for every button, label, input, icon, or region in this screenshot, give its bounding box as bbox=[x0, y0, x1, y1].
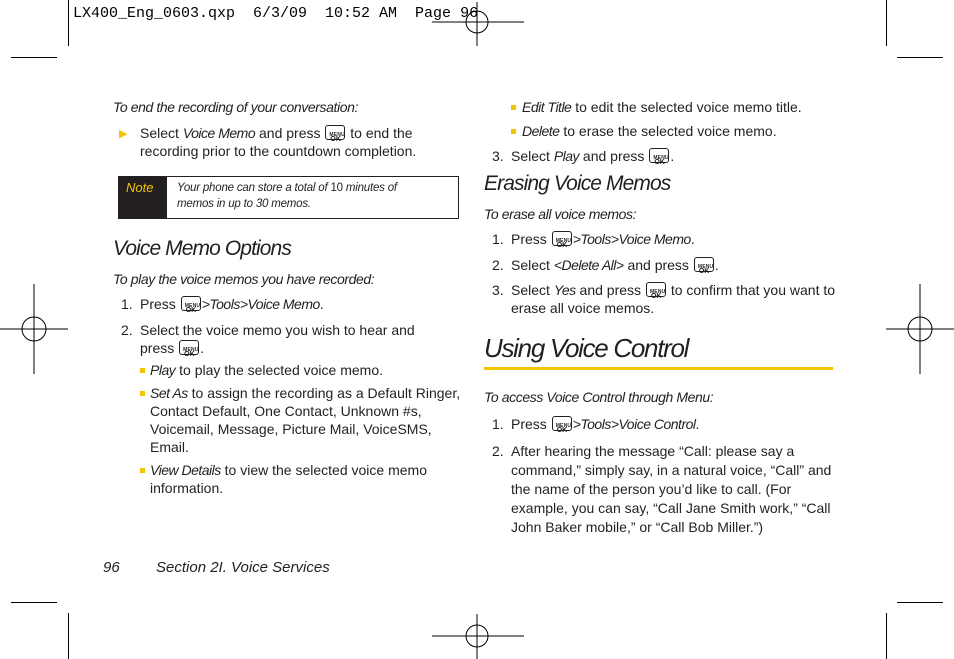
menu-path: >Tools>Voice Memo bbox=[201, 296, 320, 312]
crop-mark bbox=[11, 57, 57, 58]
crop-mark bbox=[68, 613, 69, 659]
square-bullet-icon bbox=[511, 129, 516, 134]
menu-ok-key-icon: MENU OK bbox=[649, 148, 669, 163]
section-heading-erasing-voice-memos: Erasing Voice Memos bbox=[484, 172, 671, 195]
menu-ok-key-icon: MENU OK bbox=[552, 416, 572, 431]
note-box bbox=[118, 176, 459, 219]
options-step-2: Select the voice memo you wish to hear and press MENU OK . bbox=[140, 322, 415, 358]
crop-mark bbox=[897, 57, 943, 58]
square-bullet-icon bbox=[511, 105, 516, 110]
crop-mark bbox=[897, 602, 943, 603]
registration-mark-right bbox=[886, 284, 954, 374]
heading-rule bbox=[484, 367, 833, 370]
registration-mark-top bbox=[432, 2, 524, 46]
menu-ok-key-icon: MENU OK bbox=[181, 296, 201, 311]
option-view-details: View Details to view the selected voice memo information. bbox=[150, 462, 427, 496]
voice-control-intro: To access Voice Control through Menu: bbox=[484, 389, 714, 405]
footer-page-number: 96 bbox=[103, 559, 120, 576]
note-label-box bbox=[119, 177, 167, 218]
crop-mark bbox=[886, 613, 887, 659]
step-3-select-play: Select Play and press MENU OK . bbox=[511, 148, 675, 166]
footer-section-title: Section 2I. Voice Services bbox=[156, 559, 330, 576]
square-bullet-icon bbox=[140, 368, 145, 373]
option-play: Play to play the selected voice memo. bbox=[150, 362, 384, 378]
registration-mark-left bbox=[0, 284, 68, 374]
step-number: 2. bbox=[492, 257, 504, 273]
step-number: 2. bbox=[121, 322, 133, 338]
options-intro: To play the voice memos you have recorded: bbox=[113, 271, 375, 287]
section-heading-using-voice-control: Using Voice Control bbox=[484, 333, 689, 363]
note-text: Your phone can store a total of 10 minutes of memos in up to 30 memos. bbox=[177, 182, 397, 210]
erasing-intro: To erase all voice memos: bbox=[484, 206, 637, 222]
step-number: 3. bbox=[492, 148, 504, 164]
square-bullet-icon bbox=[140, 391, 145, 396]
end-recording-step: Select Voice Memo and press MENU OK to end the recording prior to the countdown completion. bbox=[140, 125, 417, 159]
print-slug: LX400_Eng_0603.qxp 6/3/09 10:52 AM Page 96 bbox=[73, 5, 479, 22]
option-delete: Delete to erase the selected voice memo. bbox=[522, 123, 777, 139]
options-step-1: Press MENU OK >Tools>Voice Memo. bbox=[140, 296, 324, 314]
step-number: 3. bbox=[492, 282, 504, 298]
step-number: 2. bbox=[492, 443, 504, 459]
option-edit-title: Edit Title to edit the selected voice memo title. bbox=[522, 99, 802, 115]
menu-path: >Tools>Voice Control bbox=[572, 416, 696, 432]
step-number: 1. bbox=[121, 296, 133, 312]
option-set-as: Set As to assign the recording as a Default Ringer, Contact Default, One Contact, Unknown #s, Voicemail, Message, Picture Mail, VoiceSMS, Email. bbox=[150, 385, 461, 455]
voice-control-step-2: After hearing the message “Call: please say a command,” simply say, in a natural voice, “Call” and the name of the person you’d like to call. (For example, you can say, “Call Jane Smith work,” “Call John Baker mobile,” or “Call Bob Miller.”) bbox=[511, 443, 832, 535]
note-label: Note bbox=[126, 180, 154, 195]
menu-ok-key-icon: MENU OK bbox=[325, 125, 345, 140]
menu-ok-key-icon: MENU OK bbox=[646, 282, 666, 297]
menu-item-ref: Voice Memo bbox=[182, 125, 256, 141]
square-bullet-icon bbox=[140, 468, 145, 473]
end-recording-intro: To end the recording of your conversation: bbox=[113, 99, 358, 115]
crop-mark bbox=[886, 0, 887, 46]
menu-path: >Tools>Voice Memo bbox=[572, 231, 691, 247]
section-heading-voice-memo-options: Voice Memo Options bbox=[113, 237, 291, 260]
erasing-step-1: Press MENU OK >Tools>Voice Memo. bbox=[511, 231, 695, 249]
erasing-step-3: Select Yes and press MENU OK to confirm that you want to erase all voice memos. bbox=[511, 282, 836, 316]
crop-mark bbox=[11, 602, 57, 603]
voice-control-step-1: Press MENU OK >Tools>Voice Control. bbox=[511, 416, 700, 434]
menu-ok-key-icon: MENU OK bbox=[552, 231, 572, 246]
triangle-bullet-icon: ▶ bbox=[119, 128, 128, 140]
menu-ok-key-icon: MENU OK bbox=[694, 257, 714, 272]
crop-mark bbox=[68, 0, 69, 46]
registration-mark-bottom bbox=[432, 614, 524, 659]
step-number: 1. bbox=[492, 231, 504, 247]
step-number: 1. bbox=[492, 416, 504, 432]
menu-ok-key-icon: MENU OK bbox=[179, 340, 199, 355]
erasing-step-2: Select <Delete All> and press MENU OK . bbox=[511, 257, 719, 275]
